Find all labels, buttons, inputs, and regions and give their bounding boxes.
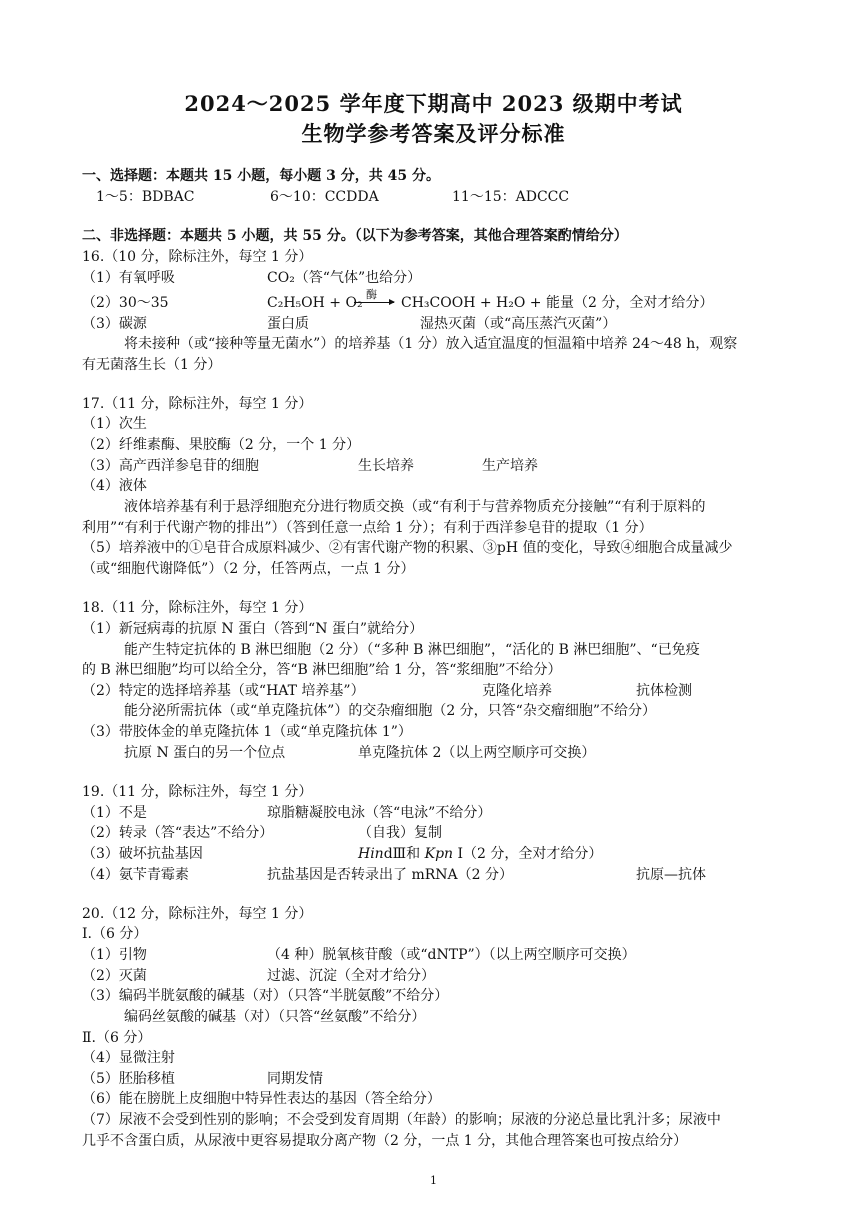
- q20-line7b: 几乎不含蛋白质，从尿液中更容易提取分离产物（2 分，一点 1 分，其他合理答案也可按点给分）: [82, 1133, 688, 1149]
- q16-line1b: CO₂（答“气体”也给分）: [267, 270, 422, 286]
- q19-line4b: 抗盐基因是否转录出了 mRNA（2 分）: [267, 867, 513, 883]
- q20-line5b: 同期发情: [267, 1071, 323, 1087]
- q19-line4a: （4）氨苄青霉素: [82, 867, 189, 883]
- q19-line1a: （1）不是: [82, 805, 147, 821]
- q19-heading: 19.（11 分，除标注外，每空 1 分）: [82, 784, 313, 800]
- q20-line7a: （7）尿液不会受到性别的影响；不会受到发育周期（年龄）的影响；尿液的分泌总量比乳汁多；尿液中: [82, 1112, 721, 1128]
- answers-1-5: 1～5：BDBAC: [96, 189, 195, 205]
- q19-line4c: 抗原—抗体: [636, 867, 706, 883]
- q20-line1b: （4 种）脱氧核苷酸（或“dNTP”）（以上两空顺序可交换）: [267, 947, 636, 963]
- q16-para2: 有无菌落生长（1 分）: [82, 357, 222, 373]
- hind-enzyme-italic: Hin: [358, 846, 384, 862]
- document-subtitle: 生物学参考答案及评分标准: [301, 121, 566, 146]
- q20-line6: （6）能在膀胱上皮细胞中特异性表达的基因（答全给分）: [82, 1091, 441, 1107]
- q16-equation-left: C₂H₅OH + O₂: [267, 295, 363, 311]
- q19-line3a: （3）破坏抗盐基因: [82, 846, 203, 862]
- q17-line2: （2）纤维素酶、果胶酶（2 分，一个 1 分）: [82, 437, 361, 453]
- q16-para1: 将未接种（或“接种等量无菌水”）的培养基（1 分）放入适宜温度的恒温箱中培养 24～48 h，观察: [124, 336, 738, 352]
- page-number: 1: [430, 1174, 437, 1187]
- q18-line4a: 抗原 N 蛋白的另一个位点: [124, 745, 286, 761]
- q16-line1a: （1）有氧呼吸: [82, 270, 175, 286]
- q20-line2b: 过滤、沉淀（全对才给分）: [267, 968, 435, 984]
- q19-line3b: [358, 845, 602, 863]
- q17-line4: （4）液体: [82, 478, 147, 494]
- q18-heading: 18.（11 分，除标注外，每空 1 分）: [82, 600, 313, 616]
- hind-enzyme-rest: dⅢ和: [383, 846, 425, 862]
- q16-line3b: 蛋白质: [267, 316, 309, 332]
- kpn-enzyme-italic: Kpn: [424, 846, 454, 862]
- q17-line5b: （或“细胞代谢降低”）（2 分，任答两点，一点 1 分）: [82, 561, 415, 577]
- q17-heading: 17.（11 分，除标注外，每空 1 分）: [82, 396, 313, 412]
- q20-part-ii: Ⅱ.（6 分）: [82, 1030, 152, 1046]
- q20-heading: 20.（12 分，除标注外，每空 1 分）: [82, 906, 313, 922]
- section-1-heading: 一、选择题：本题共 15 小题，每小题 3 分，共 45 分。: [82, 168, 440, 184]
- answers-11-15: 11～15：ADCCC: [452, 189, 570, 205]
- q18-line2c: 抗体检测: [636, 683, 692, 699]
- q17-line3b: 生长培养: [358, 458, 414, 474]
- enzyme-label: 酶: [366, 288, 377, 301]
- q17-line5a: （5）培养液中的①皂苷合成原料减少、②有害代谢产物的积累、③pH 值的变化，导致④细胞合成量减少: [82, 540, 733, 556]
- q17-line3c: 生产培养: [482, 458, 538, 474]
- q20-line2a: （2）灭菌: [82, 968, 147, 984]
- q19-line1b: 琼脂糖凝胶电泳（答“电泳”不给分）: [267, 805, 492, 821]
- q20-line3b: 编码丝氨酸的碱基（对）（只答“丝氨酸”不给分）: [124, 1009, 426, 1025]
- q19-line2a: （2）转录（答“表达”不给分）: [82, 825, 274, 841]
- q19-line2b: （自我）复制: [358, 825, 442, 841]
- q20-line5a: （5）胚胎移植: [82, 1071, 175, 1087]
- q20-part-i: Ⅰ.（6 分）: [82, 926, 148, 942]
- document-title: 2024～2025 学年度下期高中 2023 级期中考试: [184, 91, 683, 116]
- answers-6-10: 6～10：CCDDA: [270, 189, 379, 205]
- q18-para2: 的 B 淋巴细胞”均可以给全分，答“B 淋巴细胞”给 1 分，答“浆细胞”不给分）: [82, 662, 562, 678]
- q20-line4: （4）显微注射: [82, 1050, 175, 1066]
- q17-para1: 液体培养基有利于悬浮细胞充分进行物质交换（或“有利于与营养物质充分接触”“有利于原料的: [124, 499, 706, 515]
- q17-line1: （1）次生: [82, 416, 147, 432]
- q16-line2a: （2）30～35: [82, 295, 169, 311]
- q20-line3: （3）编码半胱氨酸的碱基（对）（只答“半胱氨酸”不给分）: [82, 988, 449, 1004]
- q20-line1a: （1）引物: [82, 947, 147, 963]
- q18-line4b: 单克隆抗体 2（以上两空顺序可交换）: [358, 745, 596, 761]
- q18-para1: 能产生特定抗体的 B 淋巴细胞（2 分）（“多种 B 淋巴细胞”，“活化的 B 淋巴细胞”、“已免疫: [124, 642, 700, 658]
- kpn-enzyme-rest: Ⅰ（2 分，全对才给分）: [453, 846, 603, 862]
- q16-heading: 16.（10 分，除标注外，每空 1 分）: [82, 249, 313, 265]
- q17-para2: 利用”“有利于代谢产物的排出”）（答到任意一点给 1 分）；有利于西洋参皂苷的提取（1 分）: [82, 520, 653, 536]
- q16-line3c: 湿热灭菌（或“高压蒸汽灭菌”）: [420, 316, 617, 332]
- q18-line3: （3）带胶体金的单克隆抗体 1（或“单克隆抗体 1”）: [82, 724, 412, 740]
- q16-line3a: （3）碳源: [82, 316, 147, 332]
- q16-equation-right: CH₃COOH + H₂O + 能量（2 分，全对才给分）: [401, 295, 714, 311]
- section-2-heading: 二、非选择题：本题共 5 小题，共 55 分。（以下为参考答案，其他合理答案酌情给分）: [82, 228, 628, 244]
- q17-line3a: （3）高产西洋参皂苷的细胞: [82, 458, 259, 474]
- q18-line1: （1）新冠病毒的抗原 N 蛋白（答到“N 蛋白”就给分）: [82, 621, 424, 637]
- reaction-arrow: [354, 302, 394, 303]
- q18-para3: 能分泌所需抗体（或“单克隆抗体”）的交杂瘤细胞（2 分，只答“杂交瘤细胞”不给分）: [124, 703, 656, 719]
- q18-line2a: （2）特定的选择培养基（或“HAT 培养基”）: [82, 683, 365, 699]
- q18-line2b: 克隆化培养: [482, 683, 552, 699]
